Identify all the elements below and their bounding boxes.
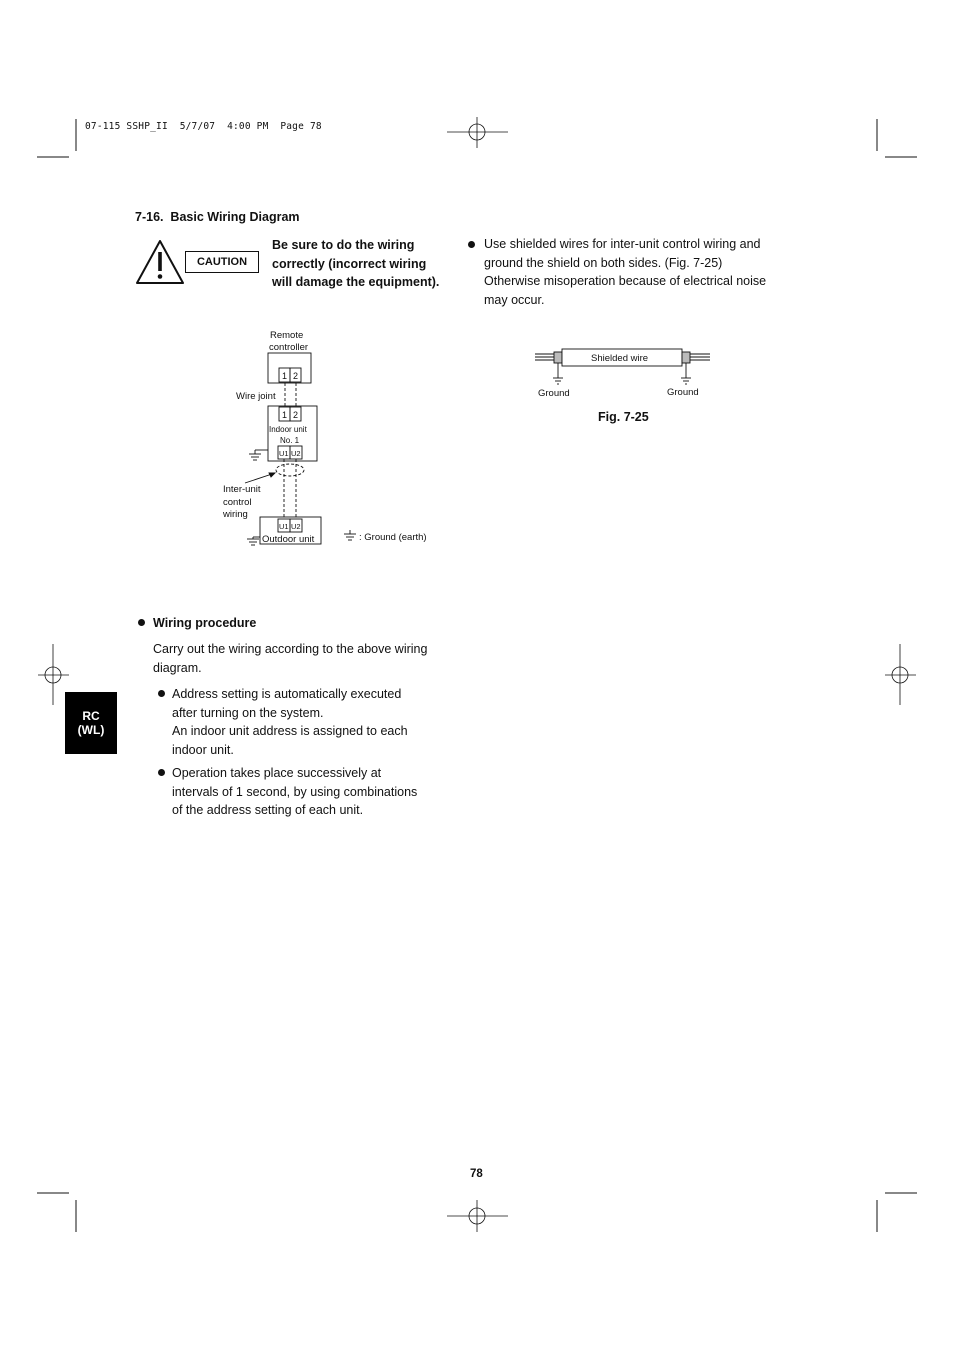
outdoor-unit-label: Outdoor unit: [262, 534, 315, 545]
caution-line: correctly (incorrect wiring: [272, 256, 427, 271]
indoor-ground-icon: [249, 450, 268, 460]
procedure-bullet-address: [172, 685, 452, 760]
indoor-unit-label: Indoor unit: [269, 425, 307, 434]
basic-wiring-diagram: [215, 325, 445, 555]
procedure-heading: Wiring procedure: [153, 616, 257, 630]
legend-ground-icon: [344, 530, 356, 540]
procedure-intro: [153, 640, 453, 677]
wire-joint-label: Wire joint: [236, 391, 276, 402]
side-tab-line: RC: [82, 709, 100, 723]
bullet-line: Address setting is automatically executed: [172, 687, 402, 701]
remote-controller-label: Remote: [270, 330, 304, 341]
caution-badge: CAUTION: [185, 251, 259, 273]
ground-legend-label: : Ground (earth): [359, 532, 427, 543]
note-line: may occur.: [484, 293, 545, 308]
remote-controller-label: controller: [269, 342, 309, 353]
section-title: 7-16. Basic Wiring Diagram: [135, 210, 300, 224]
interunit-label: wiring: [223, 509, 248, 520]
bullet-icon: [138, 619, 145, 626]
bullet-line: after turning on the system.: [172, 705, 324, 720]
bullet-line: An indoor unit address is assigned to each: [172, 724, 408, 739]
caution-line: will damage the equipment).: [272, 275, 440, 289]
bullet-icon: [468, 241, 475, 248]
bullet-icon: [158, 690, 165, 697]
leader-arrow-icon: [269, 473, 275, 477]
interunit-wiring-ellipse: [276, 464, 304, 476]
terminal-label: 2: [293, 410, 299, 420]
caution-line: Be sure to do the wiring: [272, 238, 415, 252]
ground-left-icon: [553, 363, 563, 384]
page-number: 78: [470, 1168, 483, 1180]
interunit-label: Inter-unit: [223, 484, 261, 495]
procedure-bullet-operation: [172, 764, 452, 820]
ground-left-label: Ground: [538, 388, 570, 399]
side-tab-line: (WL): [77, 723, 105, 737]
file-stamp: 07-115 SSHP_II 5/7/07 4:00 PM Page 78: [85, 121, 322, 132]
figure-caption: Fig. 7-25: [598, 410, 649, 424]
terminal-label: 2: [293, 371, 299, 381]
shielded-wire-note: [484, 235, 794, 310]
terminal-label: U1: [279, 449, 289, 458]
bullet-line: intervals of 1 second, by using combinations: [172, 784, 418, 799]
terminal-label: U2: [291, 522, 301, 531]
shielded-wire-figure: [530, 340, 730, 404]
bullet-line: of the address setting of each unit.: [172, 803, 364, 818]
note-line: Otherwise misoperation because of electrical noise: [484, 274, 767, 289]
caution-text: [272, 236, 462, 292]
note-line: ground the shield on both sides. (Fig. 7-25): [484, 255, 723, 270]
terminal-label: U2: [291, 449, 301, 458]
shielded-wire-label: Shielded wire: [591, 353, 649, 364]
registration-mark-right: [885, 644, 916, 705]
ground-right-icon: [681, 363, 691, 384]
warning-triangle-icon: [135, 238, 185, 286]
interunit-label: control: [223, 497, 252, 508]
bullet-icon: [158, 769, 165, 776]
note-line: Use shielded wires for inter-unit control wiring and: [484, 237, 761, 251]
side-section-tab: [65, 692, 117, 754]
terminal-label: U1: [279, 522, 289, 531]
terminal-label: 1: [282, 410, 288, 420]
terminal-label: 1: [282, 371, 288, 381]
intro-line: diagram.: [153, 660, 202, 675]
bullet-line: Operation takes place successively at: [172, 766, 382, 780]
outdoor-ground-icon: [247, 537, 260, 545]
indoor-unit-label: No. 1: [280, 436, 300, 445]
bullet-line: indoor unit.: [172, 743, 234, 758]
intro-line: Carry out the wiring according to the above wiring: [153, 642, 428, 656]
ground-right-label: Ground: [667, 387, 699, 398]
registration-mark-bottom: [447, 1200, 508, 1232]
registration-mark-top: [447, 117, 508, 148]
